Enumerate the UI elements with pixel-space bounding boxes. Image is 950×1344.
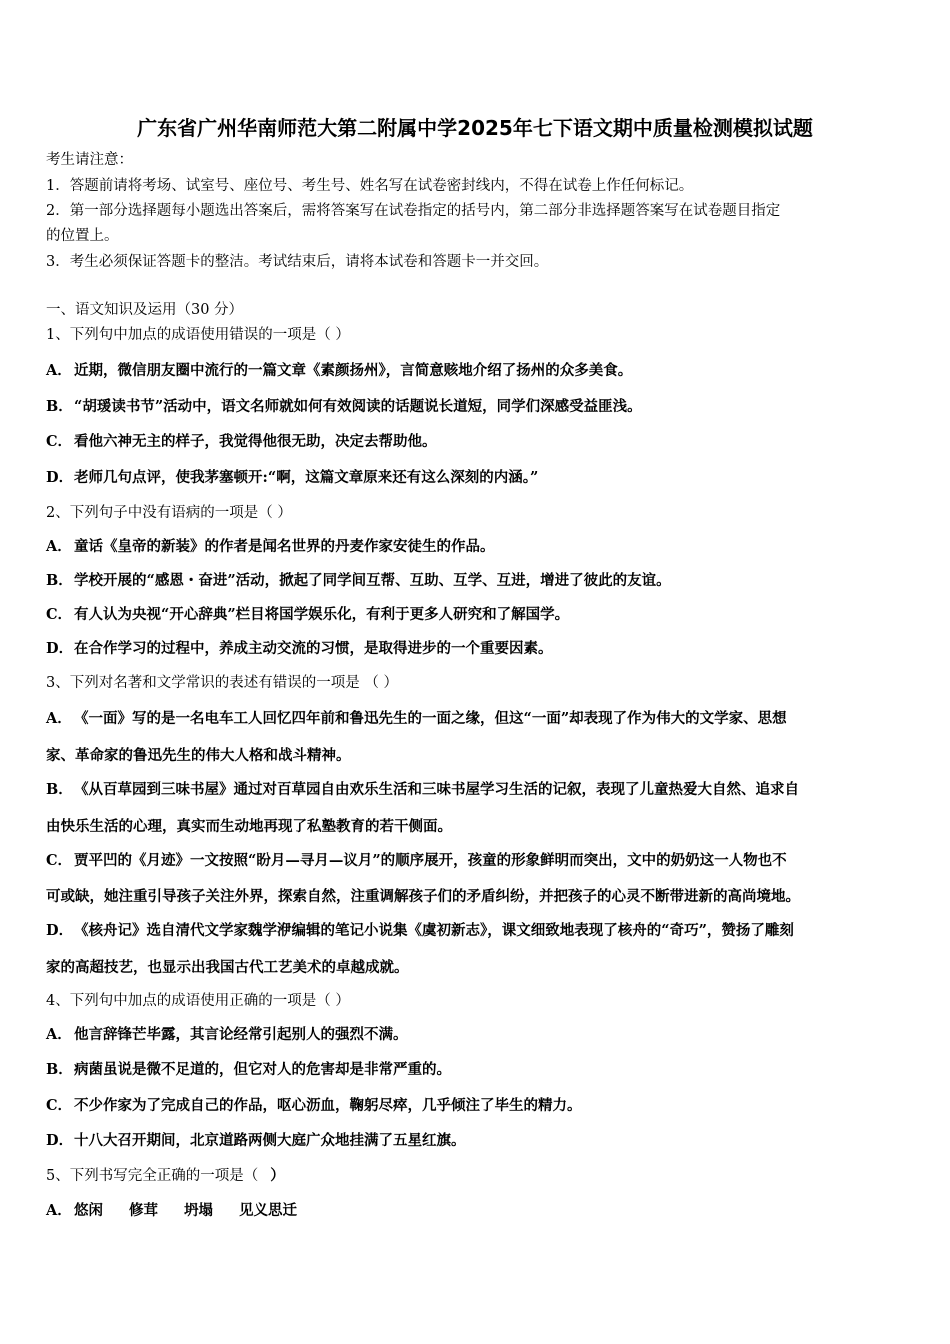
question-4-stem: 4、下列句中加点的成语使用正确的一项是（ ） <box>46 993 350 1009</box>
option-label: D． <box>46 922 74 939</box>
option-text: 童话《皇帝的新装》的作者是闻名世界的丹麦作家安徒生的作品。 <box>74 538 495 555</box>
option-text: “胡瑗读书节”活动中，语文名师就如何有效阅读的话题说长道短，同学们深感受益匪浅。 <box>74 398 642 415</box>
question-2-option-b <box>46 571 908 591</box>
option-text: 不少作家为了完成自己的作品，呕心沥血，鞠躬尽瘁，几乎倾注了毕生的精力。 <box>74 1097 582 1114</box>
option-text: 学校开展的“感恩・奋进”活动，掀起了同学间互帮、互助、互学、互进，增进了彼此的友谊。 <box>74 572 671 589</box>
option-label: C． <box>46 852 73 869</box>
stem-text: 5、下列书写完全正确的一项是（ <box>46 1168 259 1184</box>
option-text: 《从百草园到三味书屋》通过对百草园自由欢乐生活和三味书屋学习生活的记叙，表现了儿童热爱大自然、追求自 <box>74 781 799 798</box>
option-label: B． <box>46 1061 73 1078</box>
option-label: C． <box>46 433 73 450</box>
option-label: A． <box>46 1026 72 1043</box>
option-text: 十八大召开期间，北京道路两侧大庭广众地挂满了五星红旗。 <box>74 1132 466 1149</box>
question-3-option-c <box>46 851 908 871</box>
stem-close: ） <box>270 1167 285 1184</box>
notice-heading: 考生请注意： <box>46 152 133 168</box>
word-1: 悠闲 <box>74 1202 103 1219</box>
question-2-option-c <box>46 605 908 625</box>
question-3-option-a <box>46 709 908 729</box>
option-text: 有人认为央视“开心辞典”栏目将国学娱乐化，有利于更多人研究和了解国学。 <box>74 606 570 623</box>
notice-item-2: 2．第一部分选择题每小题选出答案后，需将答案写在试卷指定的括号内，第二部分非选择题答案写在试卷题目指定 <box>46 203 781 219</box>
question-3-option-d <box>46 921 908 941</box>
page-title: 广东省广州华南师范大第二附属中学2025年七下语文期中质量检测模拟试题 <box>137 116 813 140</box>
option-label: A． <box>46 538 72 555</box>
question-1-option-c <box>46 432 908 452</box>
question-3-option-c-cont: 可或缺，她注重引导孩子关注外界，探索自然，注重调解孩子们的矛盾纠纷，并把孩子的心灵不断带进新的高尚境地。 <box>46 888 800 905</box>
question-2-option-a <box>46 537 908 557</box>
question-1-option-d <box>46 468 908 488</box>
word-3: 坍塌 <box>184 1202 213 1219</box>
option-label: D． <box>46 640 74 657</box>
question-1-stem: 1、下列句中加点的成语使用错误的一项是（ ） <box>46 327 350 343</box>
question-4-option-b <box>46 1060 908 1080</box>
option-label: A． <box>46 710 72 727</box>
question-3-option-a-cont: 家、革命家的鲁迅先生的伟大人格和战斗精神。 <box>46 747 351 764</box>
question-3-option-d-cont: 家的高超技艺，也显示出我国古代工艺美术的卓越成就。 <box>46 959 409 976</box>
question-1-option-a <box>46 361 908 381</box>
option-text: 在合作学习的过程中，养成主动交流的习惯，是取得进步的一个重要因素。 <box>74 640 553 657</box>
question-3-stem: 3、下列对名著和文学常识的表述有错误的一项是 （ ） <box>46 675 398 691</box>
option-text: 看他六神无主的样子，我觉得他很无助，决定去帮助他。 <box>74 433 437 450</box>
question-4-option-c <box>46 1096 908 1116</box>
option-text: 近期，微信朋友圈中流行的一篇文章《素颜扬州》，言简意赅地介绍了扬州的众多美食。 <box>74 362 633 379</box>
question-2-option-d <box>46 639 908 659</box>
option-text: 老师几句点评，使我茅塞顿开:“啊，这篇文章原来还有这么深刻的内涵。” <box>74 469 539 486</box>
option-text: 贾平凹的《月迹》一文按照“盼月—寻月—议月”的顺序展开，孩童的形象鲜明而突出，文中的奶奶这一人物也不 <box>74 852 787 869</box>
option-label: A． <box>46 1202 72 1219</box>
option-text: 他言辞锋芒毕露，其言论经常引起别人的强烈不满。 <box>74 1026 408 1043</box>
question-1-option-b <box>46 397 908 417</box>
option-label: C． <box>46 1097 73 1114</box>
option-text: 病菌虽说是微不足道的，但它对人的危害却是非常严重的。 <box>74 1061 451 1078</box>
option-label: B． <box>46 572 73 589</box>
question-3-option-b <box>46 780 908 800</box>
option-label: A． <box>46 362 72 379</box>
question-5-stem <box>46 1166 908 1186</box>
option-text: 《一面》写的是一名电车工人回忆四年前和鲁迅先生的一面之缘，但这“一面”却表现了作为伟大的文学家、思想 <box>74 710 787 727</box>
word-2: 修茸 <box>129 1202 158 1219</box>
question-4-option-d <box>46 1131 908 1151</box>
notice-item-3: 3．考生必须保证答题卡的整洁。考试结束后，请将本试卷和答题卡一并交回。 <box>46 254 549 270</box>
notice-item-2-cont: 的位置上。 <box>46 228 119 244</box>
option-label: D． <box>46 1132 74 1149</box>
question-5-option-a <box>46 1201 908 1221</box>
option-label: B． <box>46 398 73 415</box>
notice-item-1: 1．答题前请将考场、试室号、座位号、考生号、姓名写在试卷密封线内，不得在试卷上作任何标记。 <box>46 178 694 194</box>
question-2-stem: 2、下列句子中没有语病的一项是（ ） <box>46 505 292 521</box>
option-label: D． <box>46 469 74 486</box>
option-label: C． <box>46 606 73 623</box>
option-text: 《核舟记》选自清代文学家魏学洢编辑的笔记小说集《虞初新志》，课文细致地表现了核舟的“奇巧”，赞扬了雕刻 <box>74 922 794 939</box>
word-4: 见义思迁 <box>239 1202 297 1219</box>
question-4-option-a <box>46 1025 908 1045</box>
question-3-option-b-cont: 由快乐生活的心理，真实而生动地再现了私塾教育的若干侧面。 <box>46 818 452 835</box>
section-heading: 一、语文知识及运用（30 分） <box>46 302 244 318</box>
option-label: B． <box>46 781 73 798</box>
